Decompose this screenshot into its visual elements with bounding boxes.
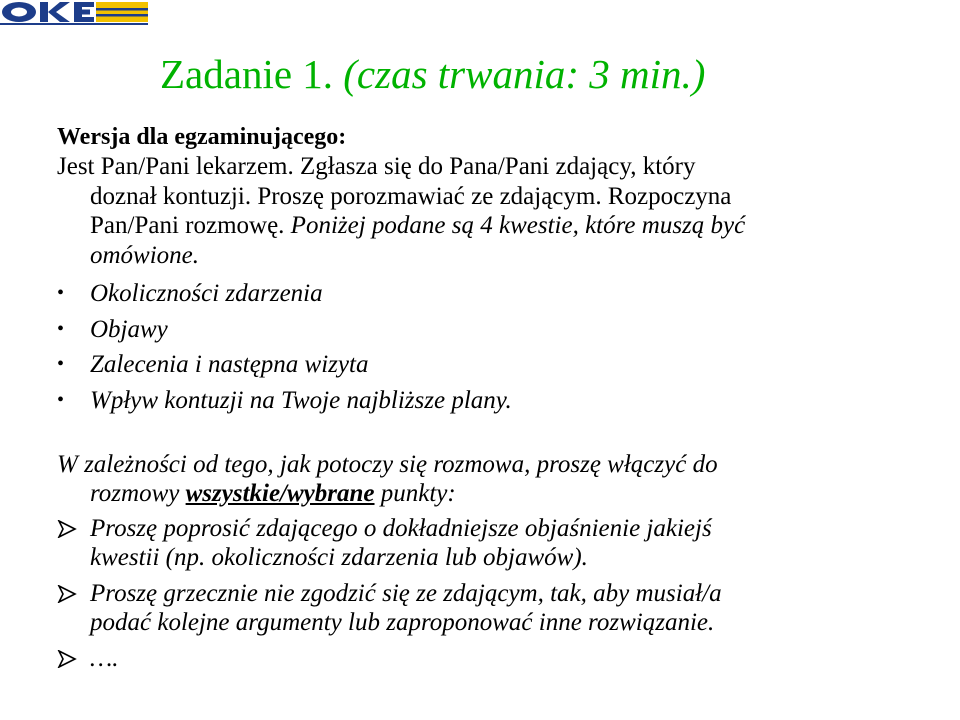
title-duration: (czas trwania: 3 min.) xyxy=(343,51,706,97)
note-line-2 xyxy=(57,479,937,508)
instruction-line-2: kwestii (np. okoliczności zdarzenia lub objawów). xyxy=(90,544,588,571)
arrowhead-bullet-icon xyxy=(57,650,77,668)
topics-list xyxy=(57,276,937,418)
instruction-line-2: podać kolejne argumenty lub zaproponować inne rozwiązanie. xyxy=(90,609,715,636)
bullet-dot-icon: • xyxy=(57,388,65,411)
oke-logo-graphic xyxy=(0,0,150,26)
topic-text: Okoliczności zdarzenia xyxy=(90,280,323,307)
topic-item xyxy=(57,276,937,312)
note-line-2-post: punkty: xyxy=(374,480,456,507)
topic-item xyxy=(57,312,937,348)
topic-item xyxy=(57,347,937,383)
topic-text: Wpływ kontuzji na Twoje najbliższe plany. xyxy=(90,386,512,414)
instruction-item xyxy=(57,644,937,673)
note-line-1: W zależności od tego, jak potoczy się rozmowa, proszę włączyć do xyxy=(57,451,718,478)
intro-line-2: doznał kontuzji. Proszę porozmawiać ze zdającym. Rozpoczyna xyxy=(90,182,732,210)
bullet-dot-icon: • xyxy=(57,317,65,340)
instructions-list xyxy=(57,514,937,673)
topic-text: Zalecenia i następna wizyta xyxy=(90,351,369,378)
instruction-line-1: …. xyxy=(90,645,119,672)
bullet-dot-icon: • xyxy=(57,282,65,304)
arrowhead-bullet-icon xyxy=(57,585,77,603)
note-emphasis: wszystkie/wybrane xyxy=(185,480,375,507)
intro-line-4: omówione. xyxy=(90,241,200,269)
instruction-note xyxy=(57,450,937,508)
slide-body xyxy=(57,122,937,680)
slide-title xyxy=(160,50,705,98)
instruction-item xyxy=(57,579,937,637)
version-label: Wersja dla egzaminującego: xyxy=(57,124,347,150)
topic-text: Objawy xyxy=(90,315,168,343)
note-line-2-pre: rozmowy xyxy=(90,480,186,507)
oke-logo xyxy=(0,0,150,26)
intro-paragraph xyxy=(57,152,937,270)
intro-line-3-plain: Pan/Pani rozmowę. xyxy=(90,212,285,239)
arrowhead-bullet-icon xyxy=(57,520,77,538)
instruction-line-1: Proszę grzecznie nie zgodzić się ze zdającym, tak, aby musiał/a xyxy=(90,580,722,607)
bullet-dot-icon: • xyxy=(57,353,65,375)
instruction-line-1: Proszę poprosić zdającego o dokładniejsze objaśnienie jakiejś xyxy=(90,515,712,542)
intro-line-3 xyxy=(57,211,937,241)
topic-item xyxy=(57,383,937,419)
instruction-item xyxy=(57,514,937,572)
intro-line-1: Jest Pan/Pani lekarzem. Zgłasza się do Pana/Pani zdający, który xyxy=(57,153,696,180)
title-main: Zadanie 1. xyxy=(160,51,334,97)
intro-line-3-italic: Poniżej podane są 4 kwestie, które muszą być xyxy=(284,212,746,239)
